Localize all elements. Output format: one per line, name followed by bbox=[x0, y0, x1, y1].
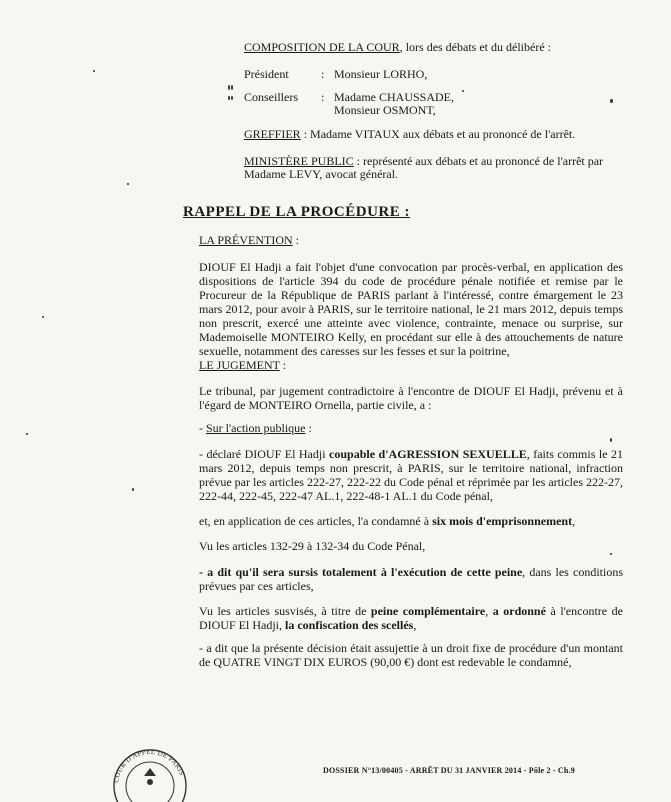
scan-speck bbox=[93, 70, 95, 72]
sursis-bold: - a dit qu'il sera sursis totalement à l'exécution de cette peine bbox=[199, 565, 523, 579]
droit-fixe-paragraph: - a dit que la présente décision était assujettie à un droit fixe de procédure d'un montant de QUATRE VINGT DIX EUROS (90,00 €) dont est redevable le condamné, bbox=[199, 641, 623, 669]
court-seal-icon bbox=[108, 742, 192, 802]
greffier-line bbox=[244, 127, 575, 141]
decl-bold: coupable d'AGRESSION SEXUELLE bbox=[329, 447, 527, 461]
scan-speck bbox=[610, 438, 612, 442]
jugement-heading-line bbox=[199, 358, 286, 372]
procedure-title: RAPPEL DE LA PROCÉDURE : bbox=[183, 204, 411, 220]
complementaire-paragraph bbox=[199, 604, 623, 632]
sursis-paragraph bbox=[199, 565, 623, 593]
president-name: Monsieur LORHO, bbox=[334, 67, 428, 81]
cond-text-2: , bbox=[572, 514, 576, 528]
compl-text-2: , bbox=[485, 604, 493, 618]
compl-bold-3: la confiscation des scellés bbox=[285, 618, 414, 632]
compl-bold-1: peine complémentaire bbox=[370, 604, 486, 618]
compl-text-1: Vu les articles susvisés, à titre de bbox=[199, 604, 371, 618]
scan-speck bbox=[228, 85, 230, 90]
decl-text-2: , faits commis le 21 mars 2012, depuis temps non prescrit, à PARIS, sur le territoire national, infraction prévue par les articles 222-27, 222-22 du Code pénal et réprimée par les articles 222-27, 222-44, 222-45, 222-47 AL.1, 222-48-1 AL.1 du Code pénal, bbox=[199, 447, 624, 503]
compl-text-4: , bbox=[413, 618, 417, 632]
prevention-heading: LA PRÉVENTION bbox=[199, 233, 293, 247]
jugement-heading-tail: : bbox=[279, 358, 287, 372]
composition-heading: COMPOSITION DE LA COUR bbox=[244, 40, 400, 54]
cond-text-1: et, en application de ces articles, l'a condamné à bbox=[199, 514, 433, 528]
jugement-text: Le tribunal, par jugement contradictoire à l'encontre de DIOUF El Hadji, prévenu et à l'égard de MONTEIRO Ornella, partie civile, a : bbox=[199, 384, 623, 412]
conseiller-1: Madame CHAUSSADE, bbox=[334, 90, 454, 104]
scan-speck bbox=[127, 183, 129, 185]
ministere-label: MINISTÈRE PUBLIC bbox=[244, 154, 354, 168]
svg-text:COUR D'APPEL DE PARIS bbox=[112, 748, 186, 783]
prevention-text: DIOUF El Hadji a fait l'objet d'une convocation par procès-verbal, en application des dispositions de l'article 394 du code de procédure pénale notifiée et remise par le Procureur de la République de PARIS parlant à l'intéressé, contre émargement le 23 mars 2012, pour avoir à PARIS, sur le territoire national, le 21 mars 2012, depuis temps non prescrit, exercé une atteinte avec violence, contrainte, menace ou surprise, sur Mademoiselle MONTEIRO Kelly, en procédant sur elle à des attouchements de nature sexuelle, notamment des caresses sur les fesses et sur la poitrine, bbox=[199, 260, 623, 358]
scan-speck bbox=[610, 553, 612, 555]
scan-speck bbox=[231, 85, 233, 90]
vu-articles: Vu les articles 132-29 à 132-34 du Code Pénal, bbox=[199, 539, 426, 553]
sursis-text: , dans les conditions prévues par ces articles, bbox=[199, 565, 623, 593]
action-prefix: - bbox=[199, 421, 206, 435]
jugement-heading: LE JUGEMENT bbox=[199, 358, 280, 372]
composition-line bbox=[244, 40, 551, 54]
conseiller-2: Monsieur OSMONT, bbox=[334, 103, 436, 117]
action-publique-heading: Sur l'action publique bbox=[206, 421, 306, 435]
action-tail: : bbox=[305, 421, 312, 435]
scan-speck bbox=[132, 488, 134, 491]
greffier-text: : Madame VITAUX aux débats et au prononcé de l'arrêt. bbox=[300, 127, 576, 141]
composition-heading-tail: , lors des débats et du délibéré : bbox=[399, 40, 551, 54]
scan-speck bbox=[610, 99, 613, 103]
president-label: Président bbox=[244, 67, 289, 81]
compl-text-3: à l'encontre de DIOUF El Hadji, bbox=[199, 604, 623, 632]
scan-speck bbox=[228, 96, 230, 100]
cond-bold: six mois d'emprisonnement bbox=[432, 514, 573, 528]
compl-bold-2: a ordonné bbox=[492, 604, 546, 618]
president-sep: : bbox=[321, 67, 325, 81]
condamnation-paragraph bbox=[199, 514, 623, 528]
scan-speck bbox=[42, 316, 44, 318]
action-publique-line bbox=[199, 421, 312, 435]
conseillers-sep: : bbox=[321, 90, 325, 104]
decl-text-1: - déclaré DIOUF El Hadji bbox=[199, 447, 330, 461]
declaration-paragraph bbox=[199, 447, 623, 503]
greffier-label: GREFFIER bbox=[244, 127, 301, 141]
ministere-text-2: Madame LEVY, avocat général. bbox=[244, 167, 399, 181]
footer-dossier: DOSSIER N°13/00405 - ARRÊT DU 31 JANVIER 2014 - Pôle 2 - Ch.9 bbox=[323, 766, 575, 775]
scan-speck bbox=[231, 96, 233, 100]
prevention-heading-line bbox=[199, 233, 299, 247]
scan-speck bbox=[26, 433, 28, 435]
scan-speck bbox=[462, 90, 464, 92]
ministere-line bbox=[244, 154, 603, 168]
seal-text: COUR D'APPEL DE PARIS bbox=[112, 747, 187, 784]
ministere-text: : représenté aux débats et au prononcé de l'arrêt par bbox=[353, 154, 604, 168]
prevention-heading-tail: : bbox=[292, 233, 300, 247]
conseillers-label: Conseillers bbox=[244, 90, 298, 104]
